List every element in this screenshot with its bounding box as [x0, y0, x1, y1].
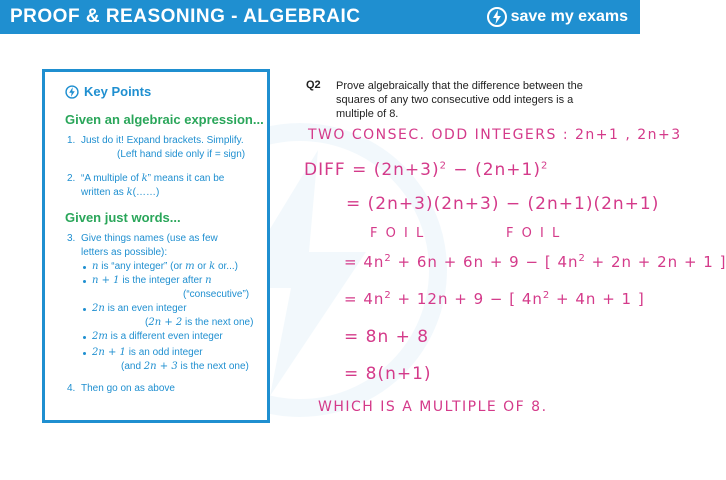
expand-part-b: + 6n + 6n + 9 − [ 4n	[391, 253, 579, 271]
bullet	[83, 336, 86, 339]
point-1-number: 1.	[67, 135, 76, 146]
bullet-1-end: or...)	[217, 261, 238, 272]
simplify-part-c: + 4n + 1 ]	[550, 290, 645, 308]
question-text: Prove algebraically that the difference between the squares of any two consecutive odd integers is a multiple of 8.	[336, 80, 583, 120]
bullet	[83, 266, 86, 269]
point-2-number: 2.	[67, 173, 76, 184]
point-1-text: Just do it! Expand brackets. Simplify.	[81, 135, 244, 146]
bullet-5-text: is an odd integer	[128, 347, 203, 358]
math-var: n	[205, 275, 212, 286]
page-title: PROOF & REASONING - ALGEBRAIC	[10, 6, 361, 27]
bullet-3-note-text: is the next one)	[185, 317, 254, 328]
foil-label-1: F O I L	[370, 226, 426, 241]
point-4-number: 4.	[67, 383, 76, 394]
math-k: k	[126, 187, 133, 198]
working-line-7: = 8(n+1)	[344, 364, 432, 384]
bullet-2	[92, 274, 212, 287]
working-line-1: TWO CONSEC. ODD INTEGERS : 2n+1 , 2n+3	[308, 127, 682, 143]
bullet	[83, 308, 86, 311]
diff-part-b: − (2n+1)	[447, 160, 541, 180]
bolt-icon	[65, 85, 79, 99]
point-2-text-a: “A multiple of	[81, 173, 139, 184]
exponent: 2	[384, 253, 392, 264]
working-conclusion: WHICH IS A MULTIPLE OF 8.	[318, 399, 548, 415]
math-var: 2n + 3	[143, 361, 178, 372]
key-points-header	[65, 84, 151, 99]
simplify-part-a: = 4n	[344, 290, 385, 308]
foil-label-2: F O I L	[506, 226, 562, 241]
diff-part-a: DIFF = (2n+3)	[304, 160, 440, 180]
page-header	[0, 0, 640, 34]
brand-logo[interactable]	[487, 7, 628, 27]
working-line-6: = 8n + 8	[344, 327, 430, 347]
point-2-line2	[81, 186, 159, 199]
math-var: 2n + 1	[92, 347, 126, 358]
logo-text: save my exams	[510, 8, 628, 25]
bullet-1-text: is “any integer” (or	[101, 261, 183, 272]
bullet-1	[92, 260, 238, 273]
expand-part-c: + 2n + 2n + 1 ]	[585, 253, 726, 271]
exponent: 2	[439, 160, 448, 172]
bullet-4	[92, 330, 223, 343]
bullet	[83, 280, 86, 283]
bullet-3-text: is an even integer	[107, 303, 187, 314]
exponent: 2	[384, 290, 392, 301]
exponent: 2	[540, 160, 549, 172]
math-var: 2n + 2	[148, 317, 183, 328]
bullet	[83, 352, 86, 355]
math-var: k	[209, 261, 216, 272]
math-var: n + 1	[92, 275, 120, 286]
bullet-2-text: is the integer after	[122, 275, 203, 286]
math-k: k	[141, 173, 148, 184]
point-3-line2: letters as possible):	[81, 247, 168, 258]
math-var: 2m	[92, 331, 108, 342]
point-2-text-d: (……)	[132, 187, 160, 198]
section-heading-words: Given just words...	[65, 210, 181, 225]
lightning-bolt-icon	[487, 7, 507, 27]
bullet-5	[92, 346, 203, 359]
simplify-part-b: + 12n + 9 − [ 4n	[391, 290, 543, 308]
question-number: Q2	[306, 79, 321, 91]
bullet-2-note: (“consecutive”)	[183, 289, 250, 300]
working-line-5	[344, 290, 645, 308]
math-var: n	[92, 261, 99, 272]
point-2-text-c: written as	[81, 187, 124, 198]
working-line-2	[304, 160, 548, 180]
bullet-3-note	[145, 316, 253, 329]
bullet-5-note-a: (and	[121, 361, 142, 372]
key-points-panel	[42, 69, 270, 423]
bullet-1-or: or	[197, 261, 207, 272]
math-var: 2n	[92, 303, 105, 314]
bullet-4-text: is a different even integer	[110, 331, 223, 342]
bullet-5-note	[121, 360, 249, 373]
bullet-5-note-b: is the next one)	[180, 361, 249, 372]
point-3-line1: Give things names (use as few	[81, 233, 218, 244]
point-3-number: 3.	[67, 233, 76, 244]
point-2-text-b: ” means it can be	[147, 173, 225, 184]
point-2-line1	[81, 172, 224, 185]
bullet-3	[92, 302, 187, 315]
exponent: 2	[542, 290, 551, 301]
key-points-title: Key Points	[84, 84, 152, 99]
point-4-text: Then go on as above	[81, 383, 175, 394]
exponent: 2	[578, 253, 586, 264]
math-var: m	[185, 261, 195, 272]
section-heading-expression: Given an algebraic expression...	[65, 112, 264, 127]
expand-part-a: = 4n	[344, 253, 385, 271]
working-line-3: = (2n+3)(2n+3) − (2n+1)(2n+1)	[346, 194, 660, 214]
working-line-4	[344, 253, 726, 271]
paren: (	[145, 317, 149, 328]
point-1-note: (Left hand side only if = sign)	[117, 149, 246, 160]
